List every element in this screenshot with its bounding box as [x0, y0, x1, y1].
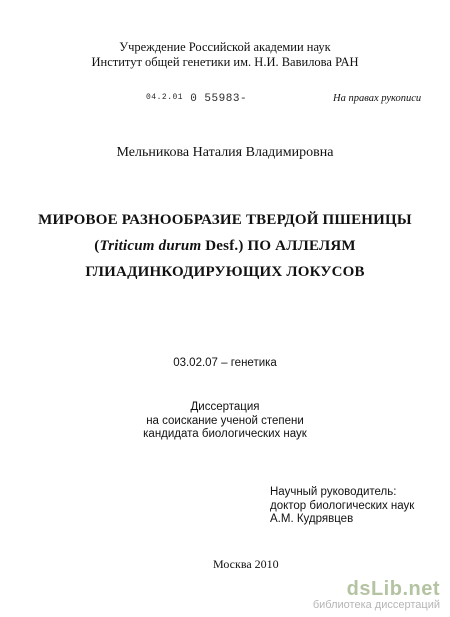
library-stamp — [146, 93, 247, 105]
stamp-code: 04.2.01 — [146, 93, 184, 102]
title-line-2 — [0, 233, 450, 259]
supervisor-line-3: А.М. Кудрявцев — [270, 513, 354, 525]
title-line-3: ГЛИАДИНКОДИРУЮЩИХ ЛОКУСОВ — [85, 264, 365, 280]
degree-line-3: кандидата биологических наук — [143, 428, 307, 440]
degree-line-1: Диссертация — [190, 401, 260, 413]
title-authority: Desf.) ПО АЛЛЕЛЯМ — [201, 238, 356, 254]
institution-line-1: Учреждение Российской академии наук — [119, 40, 331, 54]
institution-block — [0, 40, 450, 70]
dissertation-degree — [0, 401, 450, 442]
dissertation-title — [0, 207, 450, 285]
dslib-watermark — [313, 578, 440, 611]
specialty-code: 03.02.07 – генетика — [173, 357, 277, 369]
supervisor-line-2: доктор биологических наук — [270, 499, 415, 512]
watermark-logo: dsLib.net — [346, 578, 440, 600]
watermark-subtitle: библиотека диссертаций — [312, 599, 440, 611]
institution-line-2: Институт общей генетики им. Н.И. Вавилова РАН — [91, 55, 359, 69]
title-species: Triticum durum — [99, 238, 202, 254]
manuscript-rights: На правах рукописи — [333, 93, 422, 104]
author-name: Мельникова Наталия Владимировна — [116, 145, 334, 160]
stamp-number: 0 55983 — [190, 93, 240, 105]
title-line-1: МИРОВОЕ РАЗНООБРАЗИЕ ТВЕРДОЙ ПШЕНИЦЫ — [38, 212, 412, 228]
supervisor-block — [270, 486, 414, 527]
stamp-mark: - — [239, 93, 248, 105]
title-paren: ( — [94, 238, 100, 254]
supervisor-line-1: Научный руководитель: — [270, 486, 397, 498]
degree-line-2: на соискание ученой степени — [146, 414, 304, 427]
city-year: Москва 2010 — [213, 557, 279, 571]
